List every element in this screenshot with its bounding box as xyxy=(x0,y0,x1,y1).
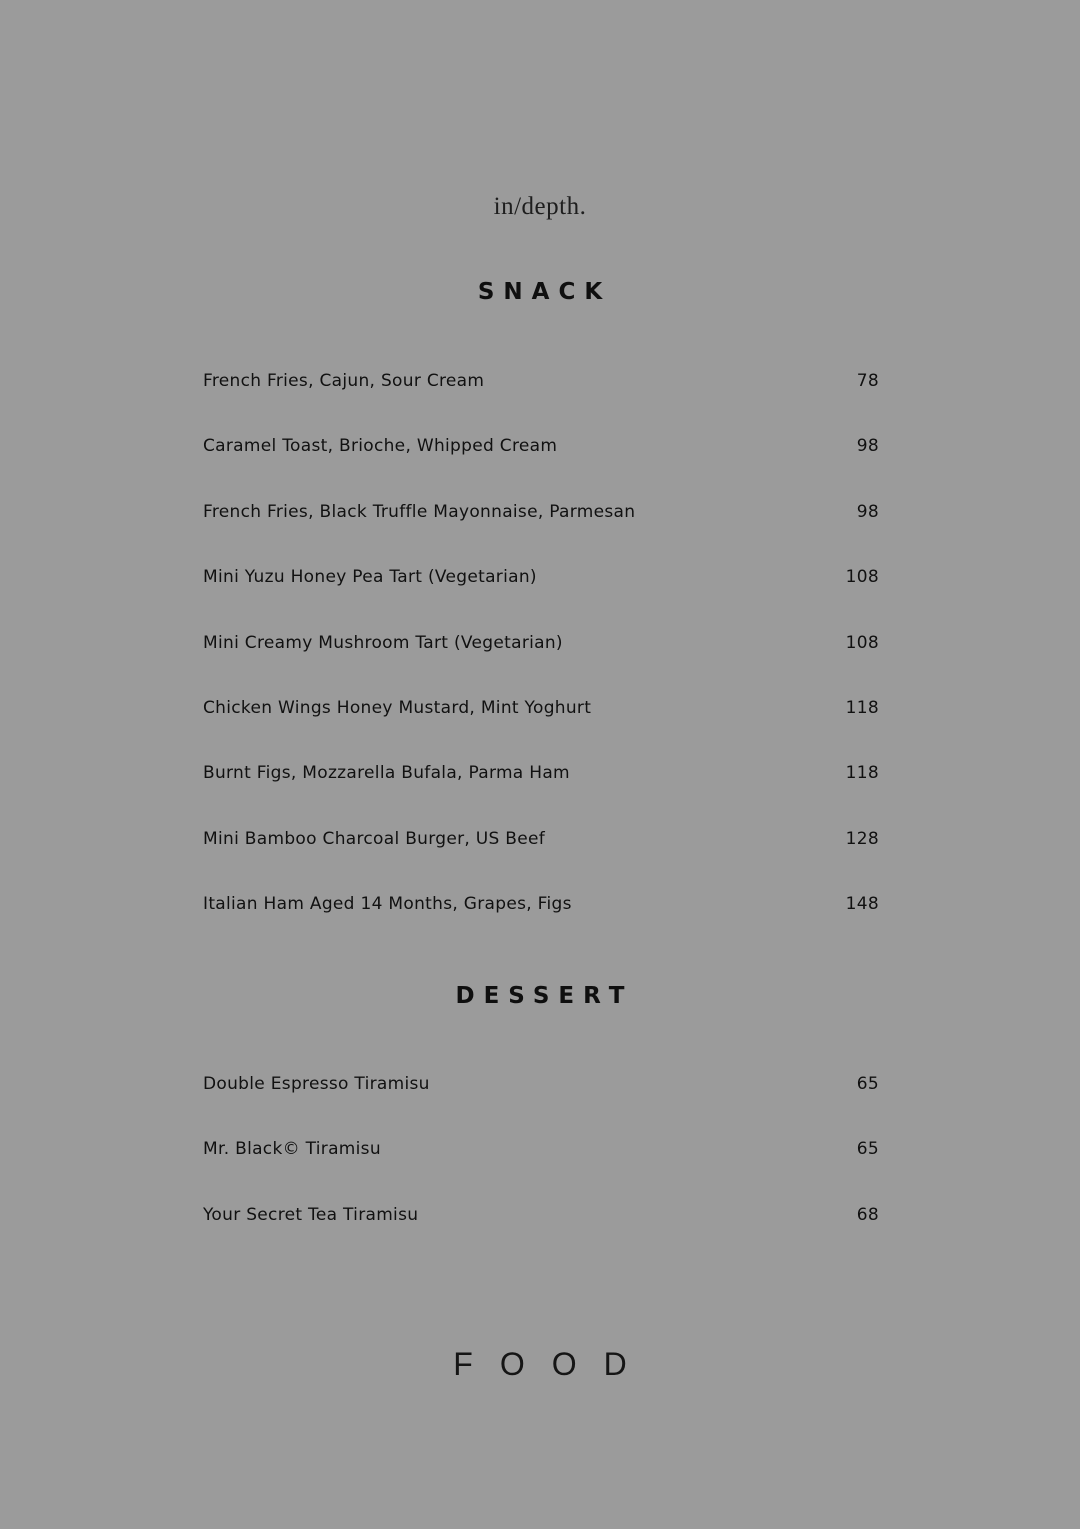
menu-item-price: 98 xyxy=(856,501,879,522)
food-footer-title-text: FOOD xyxy=(453,1346,654,1382)
menu-item-name: Mini Creamy Mushroom Tart (Vegetarian) xyxy=(203,632,563,653)
section-title-dessert-text: DESSERT xyxy=(455,983,634,1009)
menu-item xyxy=(203,499,879,564)
menu-item xyxy=(203,433,879,498)
menu-item xyxy=(203,826,879,891)
menu-item xyxy=(203,1136,879,1201)
menu-item-name: Caramel Toast, Brioche, Whipped Cream xyxy=(203,436,558,457)
menu-item xyxy=(203,630,879,695)
menu-item xyxy=(203,695,879,760)
menu-item-price: 118 xyxy=(845,697,879,718)
menu-item-name: French Fries, Black Truffle Mayonnaise, Parmesan xyxy=(203,501,636,522)
menu-item-price: 118 xyxy=(845,763,879,784)
section-title-snack-text: SNACK xyxy=(477,279,612,305)
menu-item-name: French Fries, Cajun, Sour Cream xyxy=(203,371,485,391)
menu-item-price: 65 xyxy=(856,1139,879,1160)
menu-item-name: Mr. Black© Tiramisu xyxy=(203,1139,381,1160)
menu-item-price: 65 xyxy=(856,1074,879,1094)
snack-menu-list xyxy=(203,368,879,957)
menu-item-price: 68 xyxy=(856,1204,879,1225)
menu-item-price: 128 xyxy=(845,828,879,849)
menu-item-price: 108 xyxy=(845,567,879,588)
menu-item xyxy=(203,564,879,629)
brand-logo: in/depth. xyxy=(493,193,587,220)
dessert-menu-list xyxy=(203,1071,879,1267)
menu-item-price: 98 xyxy=(856,436,879,457)
menu-item-name: Your Secret Tea Tiramisu xyxy=(203,1204,419,1225)
section-title-dessert xyxy=(0,983,1080,1009)
section-title-snack xyxy=(0,279,1080,305)
menu-item xyxy=(203,760,879,825)
menu-item xyxy=(203,891,879,956)
menu-item xyxy=(203,1202,879,1267)
menu-item-name: Double Espresso Tiramisu xyxy=(203,1074,430,1094)
food-footer-title xyxy=(0,1346,1080,1383)
menu-item-price: 78 xyxy=(856,371,879,391)
menu-item-name: Chicken Wings Honey Mustard, Mint Yoghurt xyxy=(203,697,592,718)
menu-item xyxy=(203,368,879,433)
menu-item-price: 108 xyxy=(845,632,879,653)
menu-item xyxy=(203,1071,879,1136)
menu-item-name: Mini Yuzu Honey Pea Tart (Vegetarian) xyxy=(203,567,537,588)
menu-item-price: 148 xyxy=(845,894,879,915)
menu-item-name: Mini Bamboo Charcoal Burger, US Beef xyxy=(203,828,546,849)
menu-item-name: Italian Ham Aged 14 Months, Grapes, Figs xyxy=(203,894,572,915)
menu-item-name: Burnt Figs, Mozzarella Bufala, Parma Ham xyxy=(203,763,570,784)
